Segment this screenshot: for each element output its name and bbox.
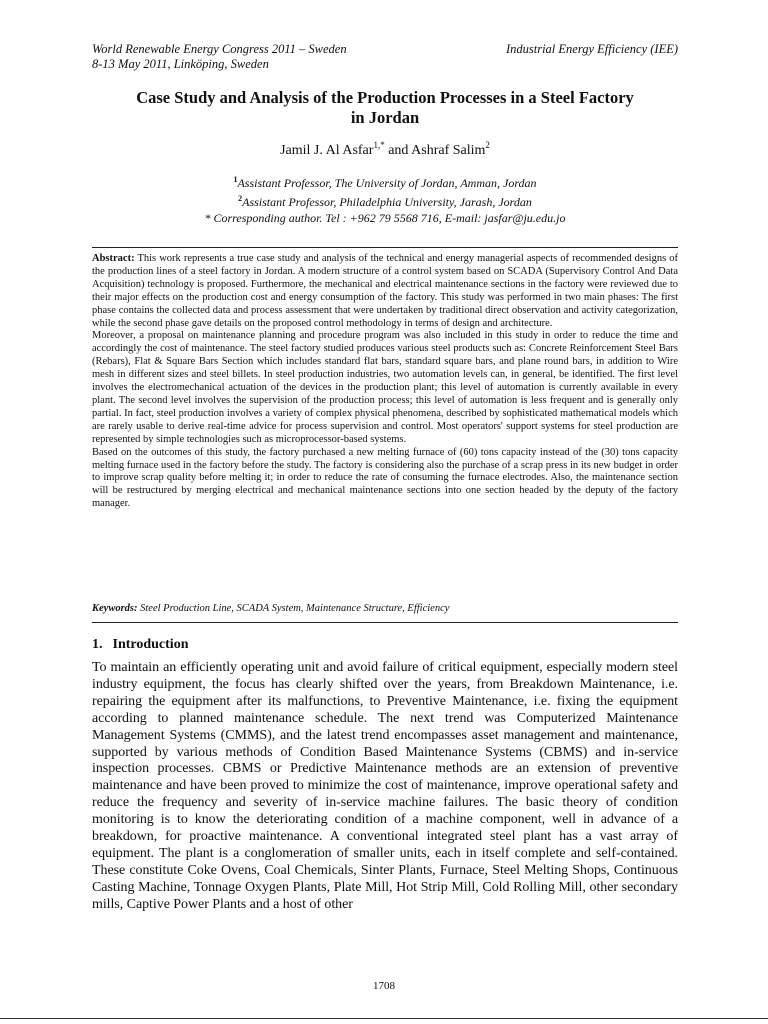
section-title: Introduction xyxy=(112,637,189,652)
abstract-label: Abstract: xyxy=(92,253,135,264)
affiliation-marker: 2 xyxy=(238,194,243,203)
title-line-2: in Jordan xyxy=(350,108,420,127)
body-paragraph-1: To maintain an efficiently operating unit and avoid failure of critical equipment, especially modern steel industry equipment, the focus has clearly shifted over the years, from Breakdown Maintenance, i.e. repairing the equipment after its malfunctions, to Preventive Maintenance, i.e. fixing the equipment according to planned maintenance schedule. The next trend was Computerized Maintenance Management Systems (CMMS), and the latest trend encompasses asset management and maintenance, supported by various methods of Condition Based Maintenance Systems (CBMS) and in-service inspection processes. CBMS or Predictive Maintenance methods are an extension of preventive maintenance and have been proved to minimize the cost of maintenance, improve operational safety and reduce the frequency and severity of in-service machine failures. The basic theory of condition monitoring is to know the deteriorating condition of a machine component, well in advance of a breakdown, for proactive maintenance. A conventional integrated steel plant has a vast array of equipment. The plant is a conglomeration of smaller units, each in itself complete and self-contained. These constitute Coke Ovens, Coal Chemicals, Sinter Plants, Furnace, Steel Melting Shops, Continuous Casting Machine, Tonnage Oxygen Plants, Plate Mill, Hot Strip Mill, Cold Rolling Mill, other secondary mills, Captive Power Plants and a host of other xyxy=(92,660,678,912)
running-header xyxy=(92,42,678,72)
abstract-paragraph-2: Moreover, a proposal on maintenance planning and procedure program was also included in this study in order to reduce the time and accordingly the cost of maintenance. The steel factory studied produces various steel products such as: Concrete Reinforcement Steel Bars (Rebars), Flat & Square Bars Section which includes standard flat bars, standard square bars, and plane round bars, in addition to Wire mesh in different sizes and steel billets. In steel production industries, two automation levels can, in general, be identified. The first level involves the electromechanical actuation of the devices in the production plant; this level of automation is currently available in every plant. The second level involves the supervision of the production process; this level of automation is less frequent and is generally only partial. In fact, steel production involves a variety of complex physical phenomena, described by sophisticated mathematical models which are rarely usable to derive real-time advice for process supervision and control. Most operators' support systems for steel production are represented by simple technologies such as microprocessor-based systems. xyxy=(92,330,678,445)
author-list xyxy=(92,140,678,159)
author-1-marker: 1,* xyxy=(373,140,385,150)
author-connector: and xyxy=(384,143,412,158)
keywords xyxy=(92,603,678,614)
author-2-marker: 2 xyxy=(485,140,490,150)
affiliation-2 xyxy=(92,191,678,210)
footer-rule xyxy=(0,1018,768,1019)
title-line-1: Case Study and Analysis of the Production Processes in a Steel Factory xyxy=(136,88,634,107)
affiliation-text: Assistant Professor, Philadelphia University, Jarash, Jordan xyxy=(242,195,532,209)
corresponding-author-text: * Corresponding author. Tel : +962 79 5568 716, E-mail: jasfar@ju.edu.jo xyxy=(204,211,566,225)
page-number: 1708 xyxy=(373,980,395,992)
abstract-paragraph-3: Based on the outcomes of this study, the factory purchased a new melting furnace of (60) tons capacity instead of the (30) tons capacity melting furnace used in the factory before the study. The factory is considering also the purchase of a scrap press in its new budget in order to improve scrap quality before melting it; in order to reduce the rate of consuming the furnace electrodes. Also, the maintenance section will be restructured by merging electrical and mechanical maintenance sections into one section headed by the deputy of the factory manager. xyxy=(92,446,678,510)
paper-title xyxy=(92,88,678,128)
body-text xyxy=(92,660,678,914)
section-heading xyxy=(92,637,198,653)
author-1-name: Jamil J. Al Asfar xyxy=(280,143,374,158)
affiliation-text: Assistant Professor, The University of Jordan, Amman, Jordan xyxy=(237,176,537,190)
abstract-top-rule xyxy=(92,247,678,248)
abstract-paragraph-1 xyxy=(92,253,678,330)
keywords-bottom-rule xyxy=(92,622,678,623)
author-2-name: Ashraf Salim xyxy=(411,143,486,158)
conference-name: World Renewable Energy Congress 2011 – Sweden xyxy=(92,42,347,56)
conference-date-location: 8-13 May 2011, Linköping, Sweden xyxy=(92,57,269,71)
keywords-label: Keywords: xyxy=(92,603,138,614)
section-number: 1. xyxy=(92,637,103,652)
affiliation-marker: 1 xyxy=(233,175,238,184)
corresponding-author xyxy=(92,210,678,226)
affiliations xyxy=(92,172,678,226)
track-name: Industrial Energy Efficiency (IEE) xyxy=(505,42,678,56)
affiliation-1 xyxy=(92,172,678,191)
keywords-text: Steel Production Line, SCADA System, Maintenance Structure, Efficiency xyxy=(137,603,450,614)
abstract xyxy=(92,253,678,511)
abstract-text: This work represents a true case study and analysis of the technical and energy managerial aspects of recommended designs of the production lines of a steel factory in Jordan. A modern structure of a control system based on SCADA (Supervisory Control And Data Acquisition) technology is proposed. Furthermore, the mechanical and electrical maintenance sections in the factory were reviewed due to their major effects on the production cost and energy consumption of the factory. This study was performed in two main phases: The first phase contains the collected data and process assessment that were undertaken by traditional direct observation and activity categorization, while the second phase gave details on the proposed control methodology in terms of design and architecture. xyxy=(92,253,678,329)
